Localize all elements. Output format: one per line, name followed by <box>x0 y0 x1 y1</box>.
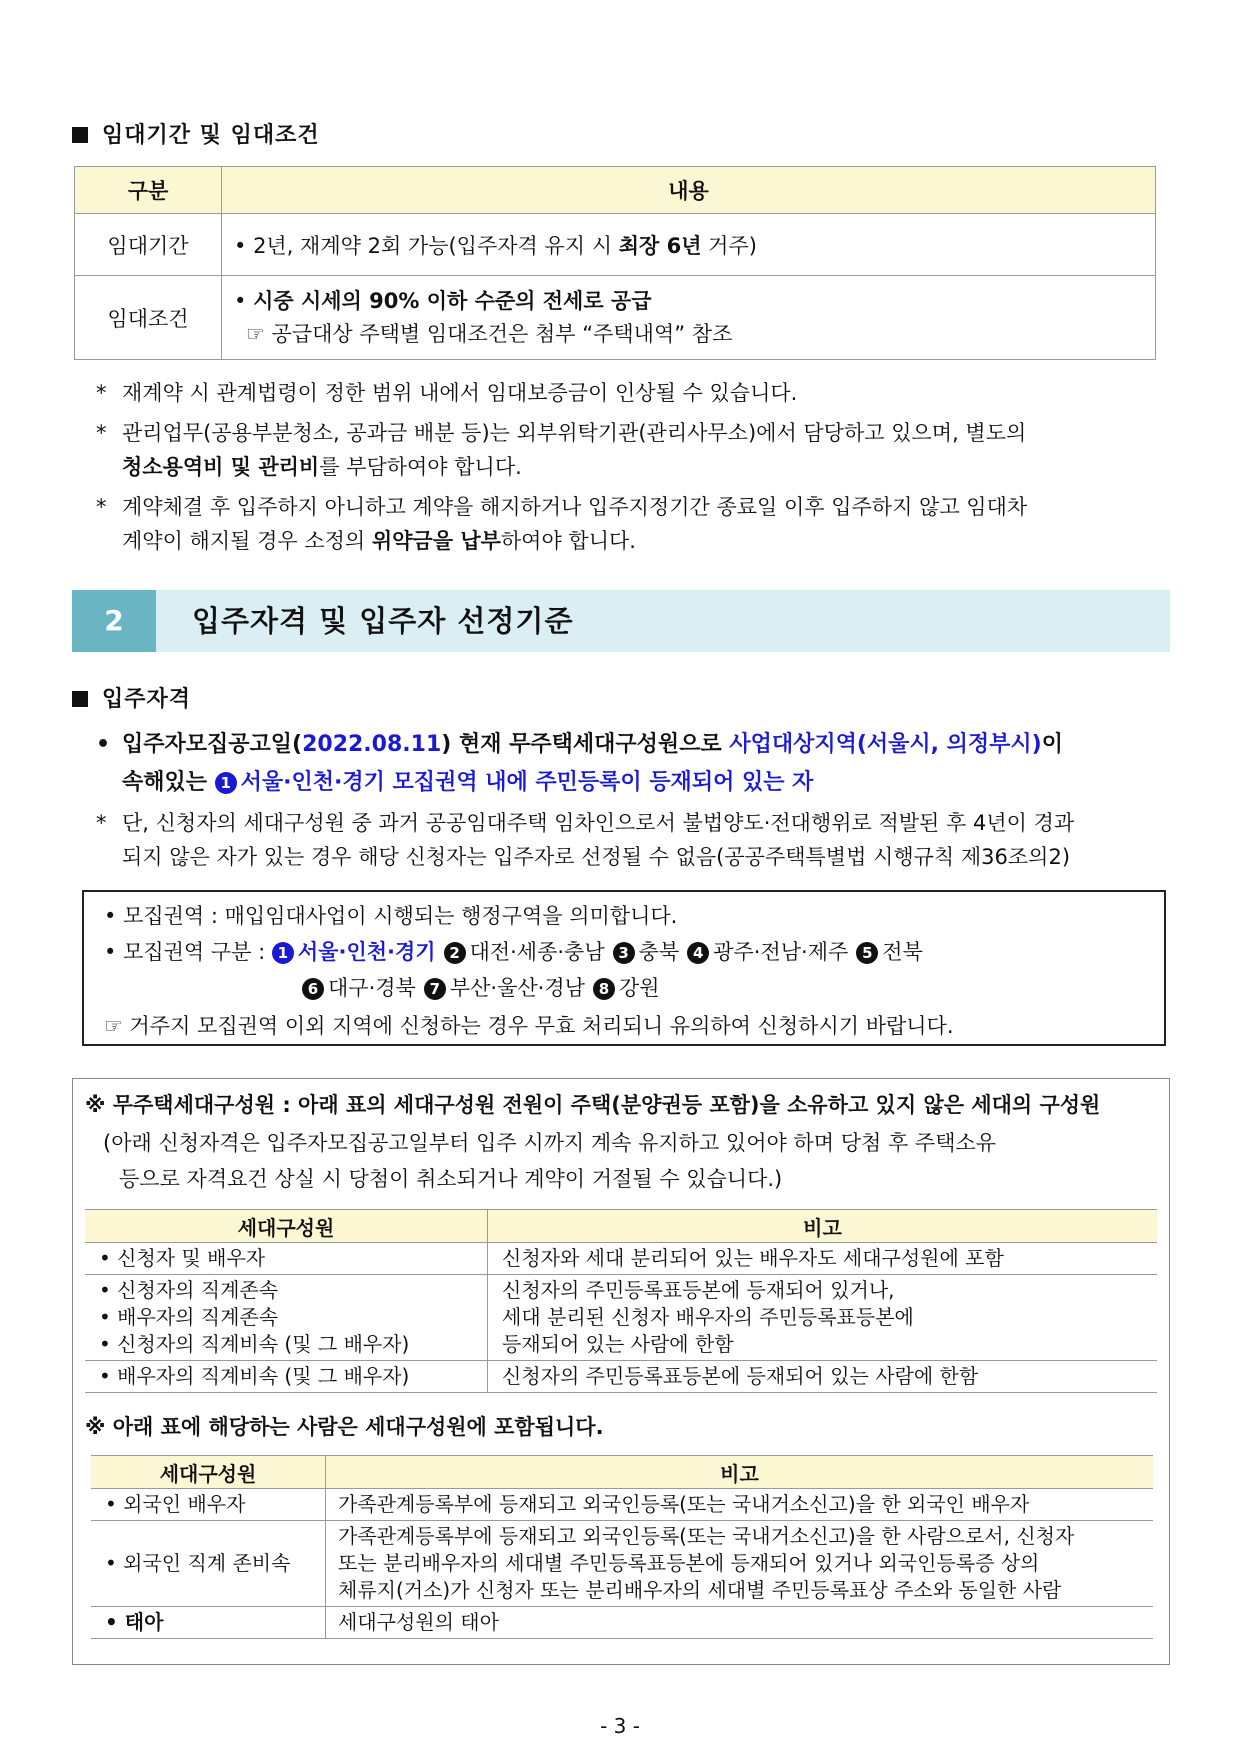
note-cell: 신청자와 세대 분리되어 있는 배우자도 세대구성원에 포함 <box>488 1243 1158 1275</box>
foreign-table-header <box>91 1456 1153 1489</box>
note-cell: 가족관계등록부에 등재되고 외국인등록(또는 국내거소신고)을 한 외국인 배우자 <box>326 1489 1154 1521</box>
table-row <box>85 1361 1157 1393</box>
region-item <box>593 976 660 1000</box>
lease-table <box>74 166 1156 360</box>
table-row <box>85 1243 1157 1275</box>
announcement-date: 2022.08.11 <box>302 732 442 757</box>
lease-col-content: 내용 <box>222 167 1156 214</box>
region-number-badge: 1 <box>215 772 237 794</box>
eligibility-note-line1: 단, 신청자의 세대구성원 중 과거 공공임대주택 임차인으로서 불법양도·전대행위로 적발된 후 4년이 경과 <box>122 811 1075 835</box>
note-1-text: 재계약 시 관계법령이 정한 범위 내에서 임대보증금이 인상될 수 있습니다. <box>122 381 798 405</box>
bullet-icon: • <box>96 732 111 757</box>
region-name: 강원 <box>618 976 660 1000</box>
household-title: ※ 무주택세대구성원 : 아래 표의 세대구성원 전원이 주택(분양권등 포함)을 소유하고 있지 않은 세대의 구성원 <box>85 1093 1101 1117</box>
note-cell: 신청자의 주민등록표등본에 등재되어 있는 사람에 한함 <box>488 1361 1158 1393</box>
eligibility-heading-text: 입주자격 <box>102 687 192 712</box>
note-cell <box>326 1521 1154 1607</box>
pointing-hand-icon: ☞ <box>246 321 265 346</box>
table-row <box>91 1489 1153 1521</box>
eligibility-heading <box>72 682 191 713</box>
region-line1: • 모집권역 : 매입임대사업이 시행되는 행정구역을 의미합니다. <box>104 904 678 928</box>
eligibility-bullet <box>96 726 1176 802</box>
region-name: 충북 <box>638 940 680 964</box>
region-line2-label: 모집권역 구분 : <box>123 940 272 964</box>
household-box <box>72 1078 1170 1665</box>
household-para1: (아래 신청자격은 입주자모집공고일부터 입주 시까지 계속 유지하고 있어야 하며 당첨 후 주택소유 <box>103 1131 997 1155</box>
foreign-col-note: 비고 <box>326 1456 1154 1489</box>
eligibility-note <box>96 806 1176 874</box>
household-table <box>85 1209 1157 1393</box>
note-text: 세대 분리된 신청자 배우자의 주민등록표등본에 <box>502 1305 914 1329</box>
period-text-b: 거주) <box>701 233 757 258</box>
region-list-row2 <box>104 970 1154 1006</box>
bullet-line2-region: 서울·인천·경기 모집권역 내에 주민등록이 등재되어 있는 자 <box>240 770 814 795</box>
period-bold: 최장 6년 <box>618 233 702 258</box>
table-row <box>91 1607 1153 1639</box>
region-number-badge: 1 <box>272 942 294 964</box>
region-item <box>856 940 923 964</box>
condition-bold: 시중 시세의 90% 이하 수준의 전세로 공급 <box>253 288 652 313</box>
pointing-hand-icon: ☞ <box>104 1014 123 1038</box>
lease-col-category: 구분 <box>75 167 222 214</box>
member-text: 신청자의 직계비속 (및 그 배우자) <box>117 1332 410 1356</box>
bullet-text-a: 입주자모집공고일( <box>122 732 303 757</box>
lease-heading <box>72 118 320 149</box>
member-text: 신청자의 직계존속 <box>117 1278 279 1302</box>
region-number-badge: 3 <box>613 942 635 964</box>
region-item <box>272 940 436 964</box>
table-row <box>75 214 1156 276</box>
condition-line2 <box>234 318 1154 351</box>
note-text: 또는 분리배우자의 세대별 주민등록표등본에 등재되어 있거나 외국인등록증 상의 <box>338 1551 1040 1575</box>
household-col-member: 세대구성원 <box>85 1210 488 1243</box>
section-banner <box>72 590 1170 652</box>
note-text: 체류지(거소)가 신청자 또는 분리배우자의 세대별 주민등록표상 주소와 동일한 사람 <box>338 1578 1062 1602</box>
eligibility-bullet-line <box>96 726 1176 802</box>
note-cell: 세대구성원의 태아 <box>326 1607 1154 1639</box>
page-number: - 3 - <box>600 1714 640 1738</box>
lease-notes <box>96 376 1170 558</box>
note-2 <box>96 416 1170 484</box>
member-cell: • 배우자의 직계비속 (및 그 배우자) <box>85 1361 488 1393</box>
eligibility-note-body <box>96 806 1176 874</box>
household-col-note: 비고 <box>488 1210 1158 1243</box>
region-name: 광주·전남·제주 <box>713 940 849 964</box>
note-text: 가족관계등록부에 등재되고 외국인등록(또는 국내거소신고)을 한 사람으로서, 신청자 <box>338 1524 1075 1548</box>
square-bullet-icon <box>72 127 88 143</box>
region-item <box>444 940 605 964</box>
condition-line1: • 시중 시세의 90% 이하 수준의 전세로 공급 <box>234 288 652 313</box>
region-list-row1 <box>272 940 931 964</box>
member-cell: • 신청자 및 배우자 <box>85 1243 488 1275</box>
region-box <box>82 890 1166 1046</box>
section-number: 2 <box>72 590 156 652</box>
region-warning-text: 거주지 모집권역 이외 지역에 신청하는 경우 무효 처리되니 유의하여 신청하시기 바랍니다. <box>129 1014 954 1038</box>
eligibility-note-line2: 되지 않은 자가 있는 경우 해당 신청자는 입주자로 선정될 수 없음(공공주택특별법 시행규칙 제36조의2) <box>122 845 1071 869</box>
region-name: 부산·울산·경남 <box>449 976 585 1000</box>
bullet-text-b: ) 현재 무주택세대구성원으로 <box>441 732 730 757</box>
member-cell: • 외국인 직계 존비속 <box>91 1521 326 1607</box>
region-name: 대전·세종·충남 <box>469 940 605 964</box>
region-number-badge: 5 <box>856 942 878 964</box>
region-number-badge: 6 <box>302 978 324 1000</box>
note-3 <box>96 490 1170 558</box>
table-row <box>75 276 1156 360</box>
bullet-line2-a: 속해있는 <box>122 770 215 795</box>
square-bullet-icon <box>72 691 88 707</box>
region-item <box>424 976 585 1000</box>
note-cell <box>488 1275 1158 1361</box>
household-para2: 등으로 자격요건 상실 시 당첨이 취소되거나 계약이 거절될 수 있습니다.) <box>119 1167 783 1191</box>
member-cell: • 태아 <box>91 1607 326 1639</box>
member-cell: • 신청자의 직계존속 • 배우자의 직계존속 • 신청자의 직계비속 (및 그 배우자) <box>85 1275 488 1361</box>
member-cell: • 외국인 배우자 <box>91 1489 326 1521</box>
note-3-text-b: 계약이 해지될 경우 소정의 <box>122 529 372 553</box>
region-box-body <box>104 898 1154 1044</box>
note-3-text-c: 하여야 합니다. <box>500 529 636 553</box>
region-item <box>302 976 416 1000</box>
region-item <box>613 940 680 964</box>
business-region: 사업대상지역(서울시, 의정부시) <box>729 732 1042 757</box>
note-1 <box>96 376 1170 410</box>
household-table-header <box>85 1210 1157 1243</box>
member-text: 배우자의 직계비속 (및 그 배우자) <box>117 1364 410 1388</box>
region-number-badge: 7 <box>424 978 446 1000</box>
bullet-text-c: 이 <box>1041 732 1063 757</box>
row-label-condition: 임대조건 <box>75 276 222 360</box>
period-text-a: 2년, 재계약 2회 가능(입주자격 유지 시 <box>253 233 619 258</box>
region-item <box>687 940 848 964</box>
table-row <box>85 1275 1157 1361</box>
condition-ref: 공급대상 주택별 임대조건은 첨부 “주택내역” 참조 <box>271 321 733 346</box>
member-text: 신청자 및 배우자 <box>117 1246 266 1270</box>
region-line1-text: 모집권역 : 매입임대사업이 시행되는 행정구역을 의미합니다. <box>123 904 678 928</box>
lease-heading-text: 임대기간 및 임대조건 <box>102 123 320 148</box>
region-number-badge: 2 <box>444 942 466 964</box>
row-label-period: 임대기간 <box>75 214 222 276</box>
region-warning <box>104 1008 1154 1044</box>
region-number-badge: 8 <box>593 978 615 1000</box>
asterisk-icon: * <box>96 811 107 835</box>
member-text: 태아 <box>124 1610 164 1634</box>
region-line2: • 모집권역 구분 : 1 서울·인천·경기 2 대전·세종·충남 3 충북 4 광주·전남·제주 5 전북 <box>104 934 1154 970</box>
row-value-period: • 2년, 재계약 2회 가능(입주자격 유지 시 최장 6년 거주) <box>222 214 1156 276</box>
asterisk-icon: * <box>96 495 107 519</box>
foreign-member-table <box>91 1455 1153 1639</box>
region-name: 대구·경북 <box>328 976 416 1000</box>
member-text: 외국인 직계 존비속 <box>123 1551 291 1575</box>
region-number-badge: 4 <box>687 942 709 964</box>
note-3-bold: 위약금을 납부 <box>371 529 501 553</box>
lease-table-header <box>75 167 1156 214</box>
table-row <box>91 1521 1153 1607</box>
asterisk-icon: * <box>96 381 107 405</box>
region-name: 서울·인천·경기 <box>297 940 436 964</box>
section-title: 입주자격 및 입주자 선정기준 <box>192 604 574 638</box>
note-2-bold: 청소용역비 및 관리비 <box>122 455 320 479</box>
member-text: 외국인 배우자 <box>123 1492 246 1516</box>
note-2-text-b: 를 부담하여야 합니다. <box>319 455 522 479</box>
household-paragraph <box>103 1125 1155 1197</box>
note-text: 신청자의 주민등록표등본에 등재되어 있거나, <box>502 1278 895 1302</box>
row-value-condition <box>222 276 1156 360</box>
member-text: 배우자의 직계존속 <box>117 1305 279 1329</box>
household-subtitle: ※ 아래 표에 해당하는 사람은 세대구성원에 포함됩니다. <box>85 1415 604 1439</box>
note-3-text-a: 계약체결 후 입주하지 아니하고 계약을 해지하거나 입주지정기간 종료일 이후 입주하지 않고 임대차 <box>122 495 1028 519</box>
note-text: 등재되어 있는 사람에 한함 <box>502 1332 734 1356</box>
note-2-text-a: 관리업무(공용부분청소, 공과금 배분 등)는 외부위탁기관(관리사무소)에서 담당하고 있으며, 별도의 <box>122 421 1027 445</box>
foreign-col-member: 세대구성원 <box>91 1456 326 1489</box>
asterisk-icon: * <box>96 421 107 445</box>
region-name: 전북 <box>882 940 923 964</box>
